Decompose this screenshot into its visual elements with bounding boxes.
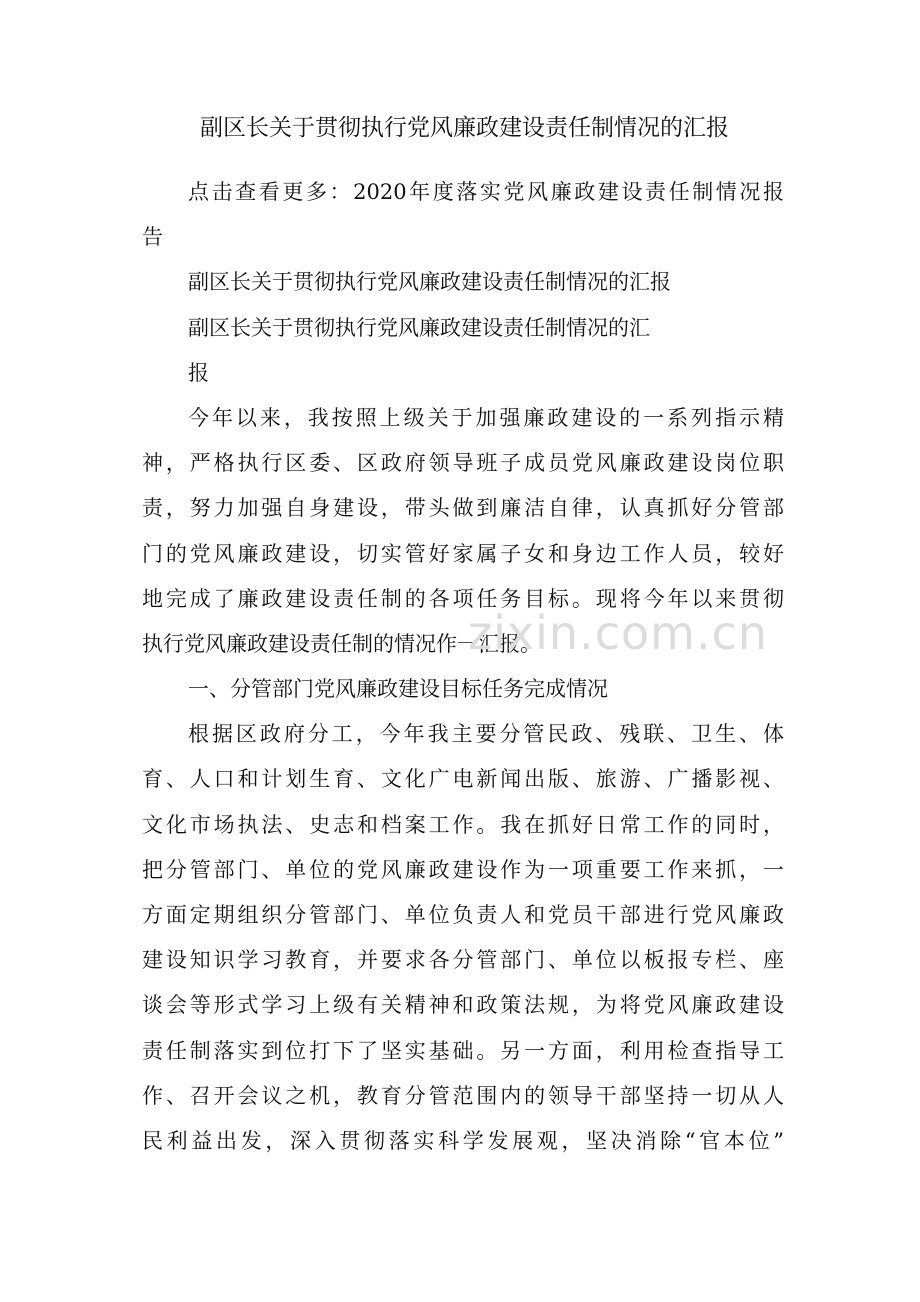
paragraph-line: 育、人口和计划生育、文化广电新闻出版、旅游、广播影视、: [142, 767, 784, 792]
subtitle-line: 副区长关于贯彻执行党风廉政建设责任制情况的汇报: [188, 270, 671, 295]
watermark-text: zixin.com.cn: [468, 606, 769, 660]
paragraph-line: 责，努力加强自身建设，带头做到廉洁自律，认真抓好分管部: [142, 496, 784, 521]
paragraph-line: 文化市场执法、史志和档案工作。我在抓好日常工作的同时，: [142, 812, 784, 837]
document-title: 副区长关于贯彻执行党风廉政建设责任制情况的汇报: [200, 115, 729, 141]
heading-line-continued: 报: [188, 360, 209, 385]
paragraph-line: 把分管部门、单位的党风廉政建设作为一项重要工作来抓，一: [142, 857, 784, 882]
paragraph-line: 谈会等形式学习上级有关精神和政策法规，为将党风廉政建设: [142, 993, 784, 1018]
paragraph-line: 执行党风廉政建设责任制的情况作一汇报。: [142, 631, 541, 656]
more-link-line[interactable]: 点击查看更多：2020年度落实党风廉政建设责任制情况报: [188, 180, 784, 204]
paragraph-line: 方面定期组织分管部门、单位负责人和党员干部进行党风廉政: [142, 903, 784, 927]
more-link-line-continued[interactable]: 告: [142, 225, 163, 250]
paragraph-line: 建设知识学习教育，并要求各分管部门、单位以板报专栏、座: [142, 948, 784, 973]
heading-line: 副区长关于贯彻执行党风廉政建设责任制情况的汇: [188, 315, 650, 340]
paragraph-line: 今年以来，我按照上级关于加强廉政建设的一系列指示精: [188, 405, 784, 430]
paragraph-line: 民利益出发，深入贯彻落实科学发展观，坚决消除“官本位”: [142, 1128, 784, 1153]
document-body: [142, 170, 784, 1164]
paragraph-line: 根据区政府分工，今年我主要分管民政、残联、卫生、体: [188, 722, 784, 747]
paragraph-line: 地完成了廉政建设责任制的各项任务目标。现将今年以来贯彻: [142, 586, 784, 611]
paragraph-line: 神，严格执行区委、区政府领导班子成员党风廉政建设岗位职: [142, 451, 784, 476]
paragraph-line: 责任制落实到位打下了坚实基础。另一方面，利用检查指导工: [142, 1038, 784, 1063]
paragraph-line: 作、召开会议之机，教育分管范围内的领导干部坚持一切从人: [142, 1083, 784, 1108]
section-heading: 一、分管部门党风廉政建设目标任务完成情况: [188, 677, 608, 702]
paragraph-line: 门的党风廉政建设，切实管好家属子女和身边工作人员，较好: [142, 541, 784, 566]
